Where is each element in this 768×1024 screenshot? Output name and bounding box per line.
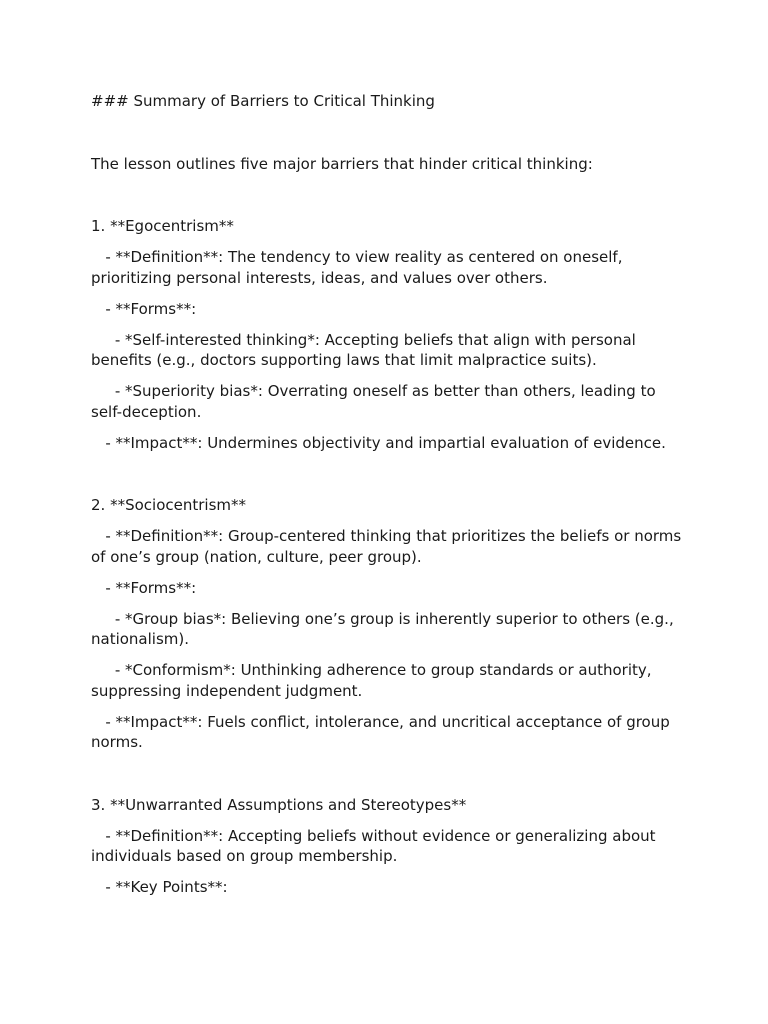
key-points-line: - **Key Points**: xyxy=(91,878,228,896)
section-title: 2. **Sociocentrism** xyxy=(91,496,246,514)
section-sociocentrism xyxy=(91,495,691,753)
document-page xyxy=(91,91,691,898)
form-item: - *Group bias*: Believing one’s group is inherently superior to others (e.g., nationalism). xyxy=(91,609,679,648)
form-item: - *Conformism*: Unthinking adherence to group standards or authority, suppressing independent judgment. xyxy=(91,661,657,700)
definition-line: - **Definition**: Accepting beliefs without evidence or generalizing about individuals based on group membership. xyxy=(91,826,661,865)
section-egocentrism xyxy=(91,216,691,453)
forms-line: - **Forms**: xyxy=(91,299,197,318)
section-title: 3. **Unwarranted Assumptions and Stereotypes** xyxy=(91,795,467,814)
impact-line: - **Impact**: Fuels conflict, intolerance, and uncritical acceptance of group norms. xyxy=(91,712,675,751)
section-title: 1. **Egocentrism** xyxy=(91,217,234,235)
forms-line: - **Forms**: xyxy=(91,578,197,597)
intro-paragraph: The lesson outlines five major barriers that hinder critical thinking: xyxy=(91,154,593,173)
section-unwarranted-assumptions xyxy=(91,795,691,898)
form-item: - *Self-interested thinking*: Accepting beliefs that align with personal benefits (e.g., doctors supporting laws that limit malpractice suits). xyxy=(91,330,641,369)
definition-line: - **Definition**: Group-centered thinking that prioritizes the beliefs or norms of one’s group (nation, culture, peer group). xyxy=(91,527,686,566)
definition-line: - **Definition**: The tendency to view reality as centered on oneself, prioritizing personal interests, ideas, and values over others. xyxy=(91,248,628,287)
impact-line: - **Impact**: Undermines objectivity and impartial evaluation of evidence. xyxy=(91,433,666,452)
form-item: - *Superiority bias*: Overrating oneself as better than others, leading to self-deception. xyxy=(91,382,661,421)
document-heading: ### Summary of Barriers to Critical Thinking xyxy=(91,92,435,110)
